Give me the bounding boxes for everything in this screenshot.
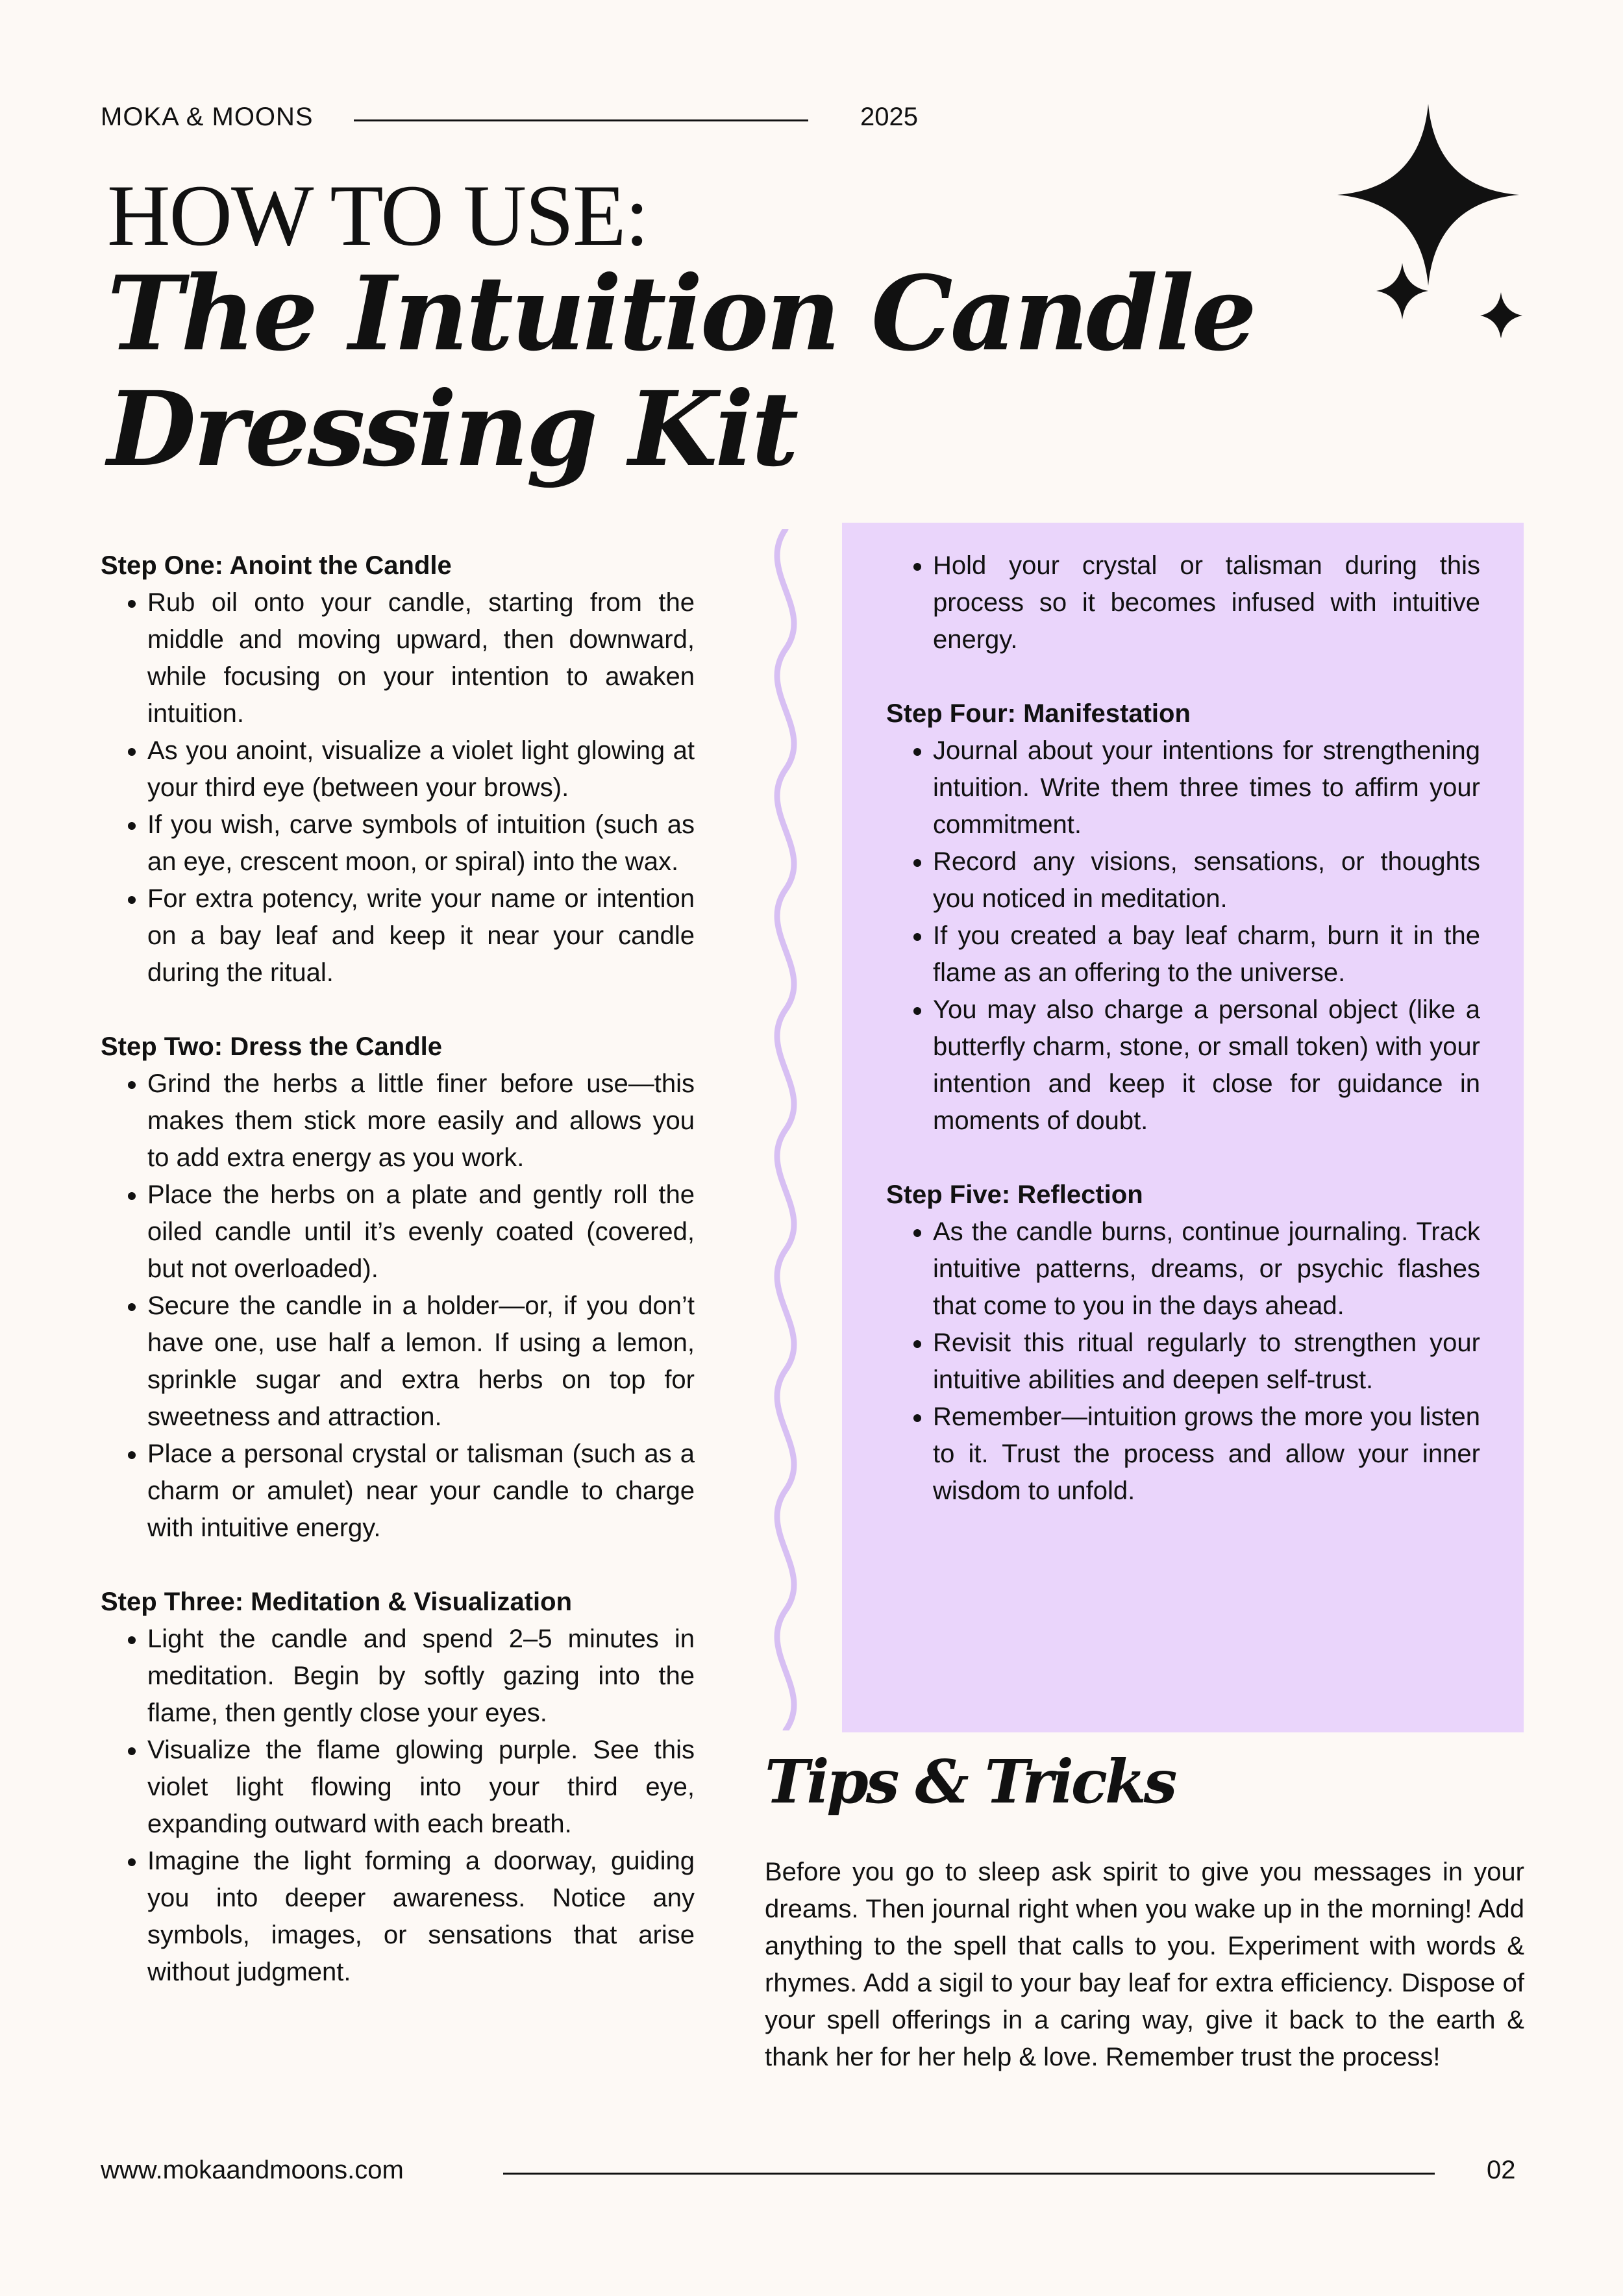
list-item: • Rub oil onto your candle, starting from the middle and moving upward, then downward, while focusing on your intention to awaken intuition. [147, 584, 695, 732]
list-item: • For extra potency, write your name or intention on a bay leaf and keep it near your candle during the ritual. [147, 880, 695, 992]
step-one-heading: Step One: Anoint the Candle [101, 551, 452, 580]
list-item: • Grind the herbs a little finer before use—this makes them stick more easily and allows you to add extra energy as you work. [147, 1066, 695, 1177]
header-divider [354, 119, 808, 121]
right-column [886, 547, 1480, 1510]
list-item: • Visualize the flame glowing purple. See this violet light flowing into your third eye, expanding outward with each breath. [147, 1732, 695, 1843]
header-year: 2025 [860, 103, 918, 131]
list-item: • If you created a bay leaf charm, burn it in the flame as an offering to the universe. [933, 917, 1480, 992]
tips-body: Before you go to sleep ask spirit to give you messages in your dreams. Then journal right when you wake up in the morning! Add anything to the spell that calls to you. Experiment with words & rhymes. Add a sigil to your bay leaf for extra efficiency. Dispose of your spell offerings in a caring way, give it back to the earth & thank her for her help & love. Remember trust the process! [765, 1858, 1524, 2071]
list-item: • Light the candle and spend 2–5 minutes in meditation. Begin by softly gazing into the flame, then gently close your eyes. [147, 1621, 695, 1732]
step-five-heading: Step Five: Reflection [886, 1180, 1143, 1209]
title-product-text: The Intuition Candle Dressing Kit [107, 254, 1254, 490]
footer-divider [503, 2173, 1435, 2175]
list-item: • Record any visions, sensations, or thoughts you noticed in meditation. [933, 843, 1480, 917]
brand-name: MOKA & MOONS [101, 103, 314, 131]
sparkle-icon [1337, 97, 1532, 338]
list-item: • You may also charge a personal object (like a butterfly charm, stone, or small token) with your intention and keep it close for guidance in moments of doubt. [933, 992, 1480, 1140]
left-column [101, 547, 695, 1991]
list-item: • Revisit this ritual regularly to strengthen your intuitive abilities and deepen self-trust. [933, 1325, 1480, 1399]
list-item: • Journal about your intentions for strengthening intuition. Write them three times to affirm your commitment. [933, 732, 1480, 843]
page-number: 02 [1487, 2156, 1516, 2184]
list-item: • If you wish, carve symbols of intuition (such as an eye, crescent moon, or spiral) into the wax. [147, 806, 695, 880]
list-item: • As you anoint, visualize a violet light glowing at your third eye (between your brows). [147, 732, 695, 806]
step-one-list [101, 584, 695, 992]
list-item: • Imagine the light forming a doorway, guiding you into deeper awareness. Notice any symbols, images, or sensations that arise without judgment. [147, 1843, 695, 1991]
step-three-heading: Step Three: Meditation & Visualization [101, 1588, 573, 1616]
list-item: • Remember—intuition grows the more you listen to it. Trust the process and allow your inner wisdom to unfold. [933, 1399, 1480, 1510]
list-item: • As the candle burns, continue journaling. Track intuitive patterns, dreams, or psychic flashes that come to you in the days ahead. [933, 1214, 1480, 1325]
title-how-to-use: HOW TO USE: [107, 168, 649, 264]
wavy-divider [760, 529, 812, 1730]
list-item: • Secure the candle in a holder—or, if you don’t have one, use half a lemon. If using a lemon, sprinkle sugar and extra herbs on top for sweetness and attraction. [147, 1288, 695, 1436]
list-item: • Place the herbs on a plate and gently roll the oiled candle until it’s evenly coated (covered, but not overloaded). [147, 1177, 695, 1288]
step-two-list [101, 1066, 695, 1547]
list-item: • Hold your crystal or talisman during this process so it becomes infused with intuitive energy. [933, 547, 1480, 658]
tips-title: Tips & Tricks [765, 1747, 1175, 1817]
step-two-heading: Step Two: Dress the Candle [101, 1032, 443, 1061]
step-four-list [886, 732, 1480, 1140]
step-three-list [101, 1621, 695, 1991]
footer-website-link[interactable]: www.mokaandmoons.com [101, 2156, 404, 2184]
step-four-heading: Step Four: Manifestation [886, 699, 1191, 728]
step-three-continued-list [886, 547, 1480, 658]
list-item: • Place a personal crystal or talisman (such as a charm or amulet) near your candle to charge with intuitive energy. [147, 1436, 695, 1547]
step-five-list [886, 1214, 1480, 1510]
title-product-name [107, 256, 1341, 488]
